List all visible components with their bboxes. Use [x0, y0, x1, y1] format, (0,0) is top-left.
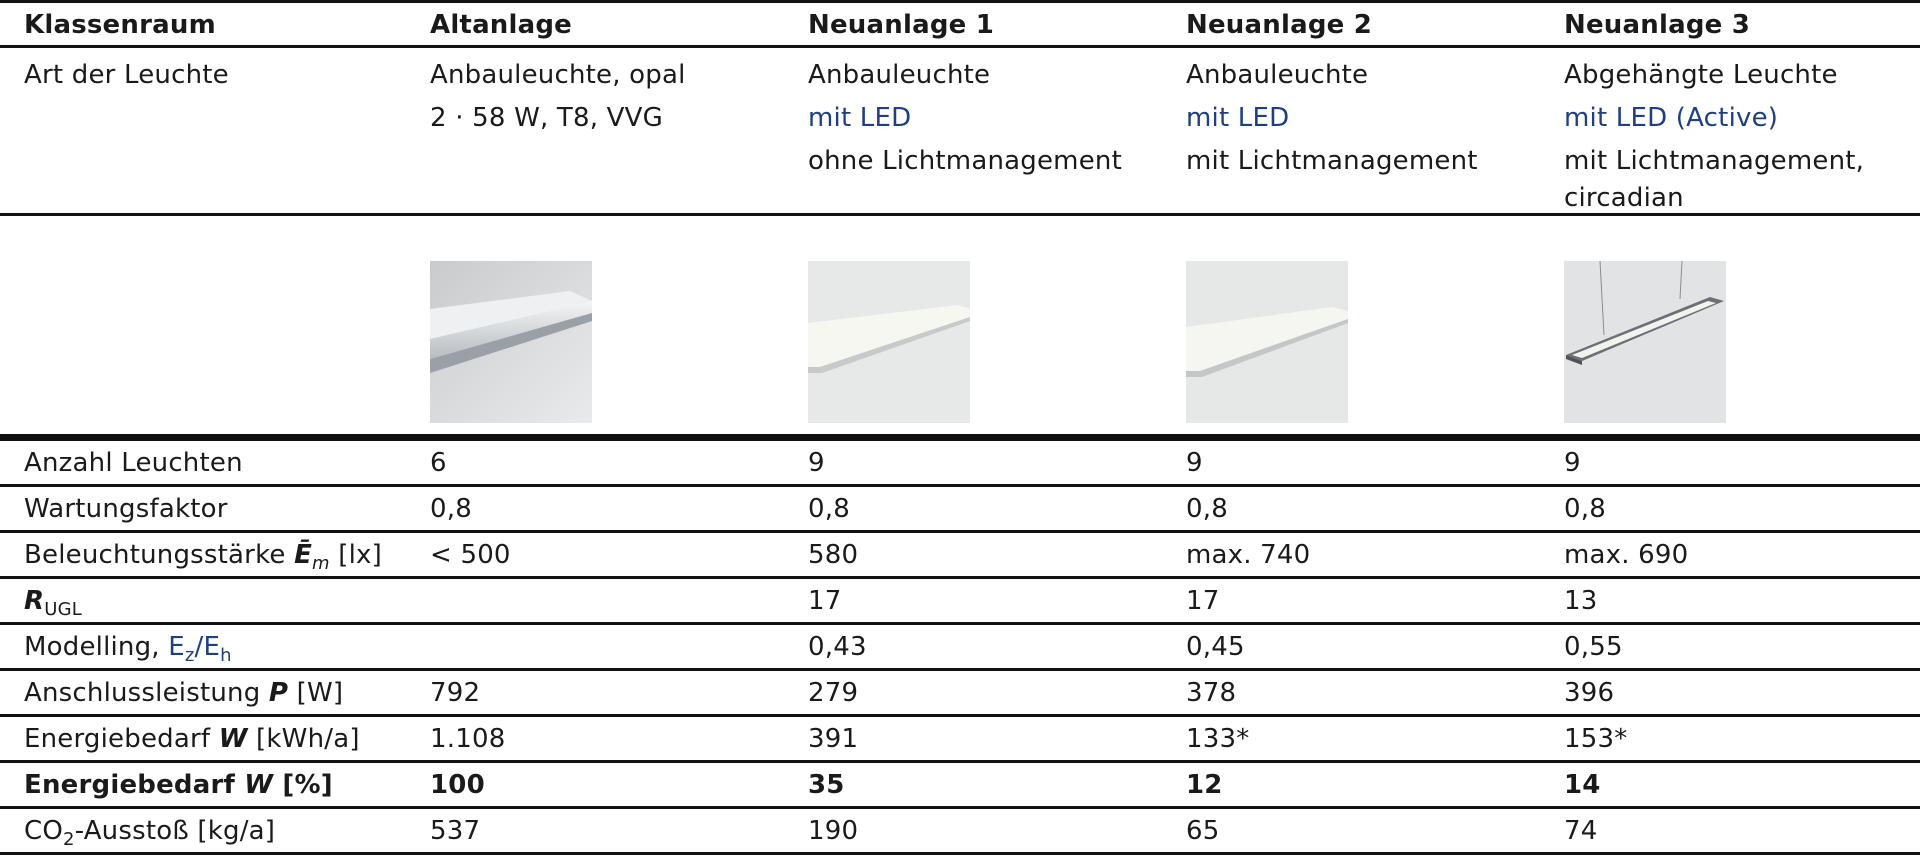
table-row	[0, 671, 1920, 717]
table-row	[0, 717, 1920, 763]
table-cell	[430, 625, 808, 668]
row-label: Art der Leuchte	[24, 60, 229, 90]
surface-mounted-opal-luminaire-image	[430, 261, 592, 423]
cell-line: ohne Lichtmanagement	[808, 146, 1122, 176]
surface-mounted-led-panel-image	[1186, 261, 1348, 423]
row-label: Energiebedarf W [%]	[24, 770, 333, 800]
table-row	[0, 487, 1920, 533]
cell-line: mit Lichtmanagement,	[1564, 146, 1865, 176]
header-row	[0, 0, 1920, 48]
table-cell: 100	[430, 770, 485, 800]
table-cell: 17	[1186, 586, 1220, 616]
cell-line: Abgehängte Leuchte	[1564, 60, 1838, 90]
table-cell: 12	[1186, 770, 1223, 800]
cell-line: Anbauleuchte	[1186, 60, 1369, 90]
cell-line: mit Lichtmanagement	[1186, 146, 1478, 176]
table-cell: 9	[1564, 448, 1581, 478]
row-label: Energiebedarf W [kWh/a]	[24, 724, 360, 754]
table-cell: 0,8	[1186, 494, 1228, 524]
luminaire-type-row	[0, 48, 1920, 216]
cell-line: mit LED	[1186, 103, 1290, 133]
table-cell: 396	[1564, 678, 1615, 708]
table-cell: 537	[430, 816, 481, 846]
table-cell: 0,55	[1564, 632, 1623, 662]
cell-line: circadian	[1564, 183, 1684, 213]
header-cell: Altanlage	[430, 10, 573, 40]
table-cell: 133*	[1186, 724, 1250, 754]
table-row	[0, 579, 1920, 625]
table-cell: max. 690	[1564, 540, 1689, 570]
table-cell: 35	[808, 770, 845, 800]
table-cell: < 500	[430, 540, 511, 570]
header-cell: Klassenraum	[24, 10, 216, 40]
table-cell: 17	[808, 586, 842, 616]
table-cell: 0,45	[1186, 632, 1245, 662]
header-cell: Neuanlage 2	[1186, 10, 1373, 40]
header-cell: Neuanlage 1	[808, 10, 995, 40]
row-label: Modelling, $E_z/E_h$	[24, 632, 232, 666]
row-label: Anzahl Leuchten	[24, 448, 243, 478]
table-cell: 6	[430, 448, 447, 478]
table-cell: 279	[808, 678, 859, 708]
cell-line: Anbauleuchte	[808, 60, 991, 90]
table-cell: 0,8	[430, 494, 472, 524]
cell-line: mit LED	[808, 103, 912, 133]
table-row	[0, 809, 1920, 855]
row-label: Anschlussleistung P [W]	[24, 678, 344, 708]
table-cell: 0,8	[1564, 494, 1606, 524]
table-cell: max. 740	[1186, 540, 1311, 570]
row-label: $CO_2$-Ausstoß [kg/a]	[24, 816, 276, 850]
header-cell: Neuanlage 3	[1564, 10, 1751, 40]
table-cell: 9	[1186, 448, 1203, 478]
table-cell: 14	[1564, 770, 1601, 800]
table-cell: 792	[430, 678, 481, 708]
table-cell: 0,43	[808, 632, 867, 662]
table-cell: 0,8	[808, 494, 850, 524]
cell-line: 2 · 58 W, T8, VVG	[430, 103, 663, 133]
table-cell: 1.108	[430, 724, 506, 754]
table-cell: 580	[808, 540, 859, 570]
table-row	[0, 625, 1920, 671]
table-cell: 13	[1564, 586, 1598, 616]
row-label: Wartungsfaktor	[24, 494, 228, 524]
table-cell: 65	[1186, 816, 1220, 846]
table-cell: 391	[808, 724, 859, 754]
table-row	[0, 763, 1920, 809]
table-cell: 378	[1186, 678, 1237, 708]
cell-line: mit LED (Active)	[1564, 103, 1779, 133]
table-cell	[430, 579, 808, 622]
table-cell: 153*	[1564, 724, 1628, 754]
table-cell: 74	[1564, 816, 1598, 846]
table-row	[0, 441, 1920, 487]
cell-line: Anbauleuchte, opal	[430, 60, 686, 90]
table-cell: 190	[808, 816, 859, 846]
row-label: Beleuchtungsstärke $Ē_m$ [lx]	[24, 540, 382, 574]
luminaire-image-row	[0, 216, 1920, 441]
table-cell: 9	[808, 448, 825, 478]
suspended-led-luminaire-image	[1564, 261, 1726, 423]
table-row	[0, 533, 1920, 579]
row-label: $R_{UGL}$	[24, 586, 82, 620]
surface-mounted-led-panel-image	[808, 261, 970, 423]
